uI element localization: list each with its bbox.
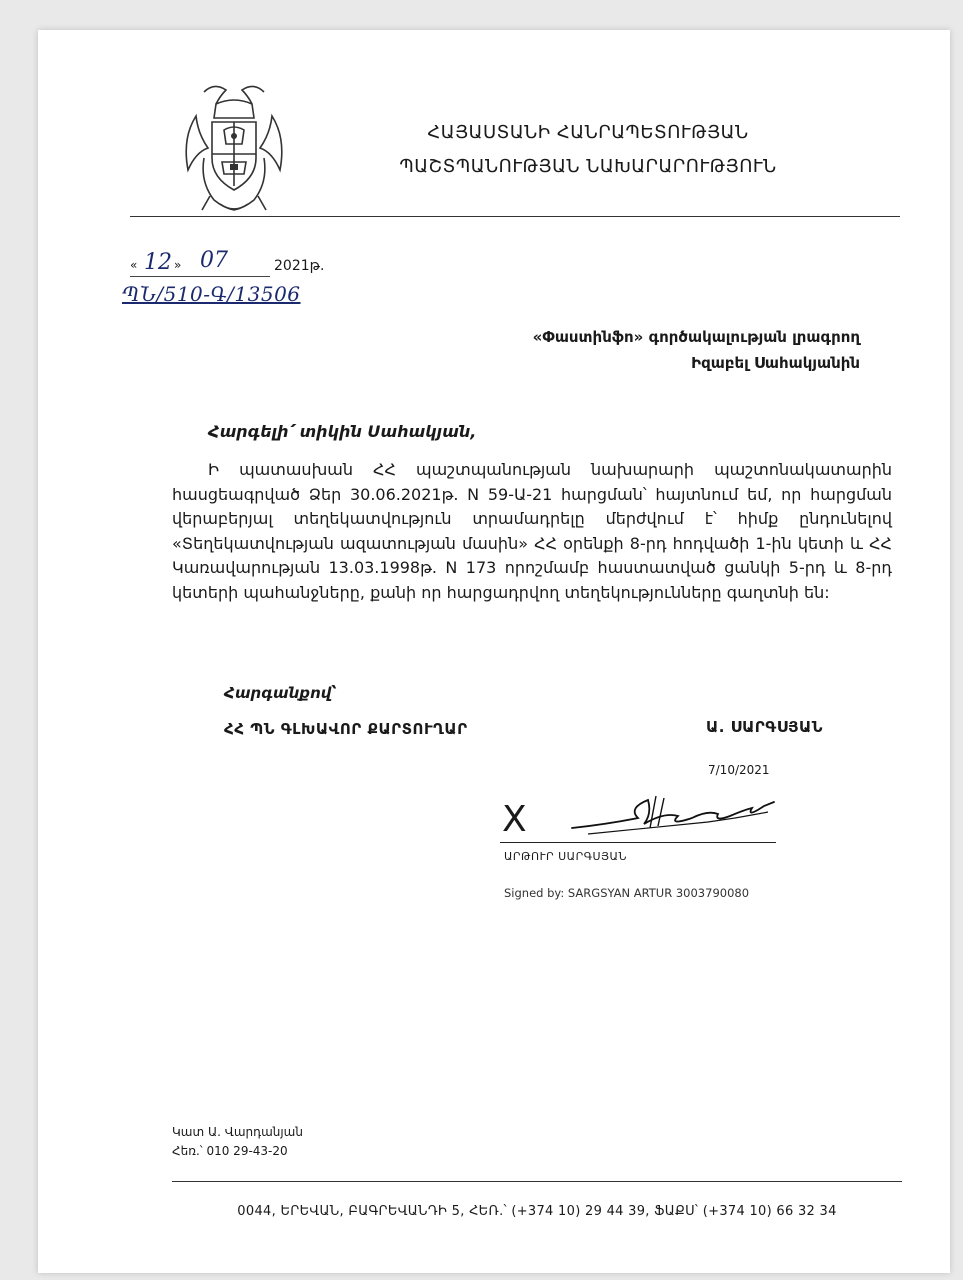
executor-name: Կատ Ա. Վարդանյան — [172, 1125, 303, 1139]
letter-body: Ի պատասխան ՀՀ պաշտպանության նախարարի պաշտոնակատարին հասցեագրված Ձեր 30.06.2021թ. N 59-Ա-21 հարցման՝ հայտնում եմ, որ հարցման վերաբերյալ տեղեկատվություն տրամադրելը մերժվում է՝ հիմք ընդունելով «Տեղեկատվության ազատության մասին» ՀՀ օրենքի 8-րդ հոդվածի 1-ին կետի և ՀՀ Կառավարության 13.03.1998թ. N 173 որոշմամբ հաստատված ցանկի 5-րդ և 8-րդ կետերի պահանջները, քանի որ հարցադրվող տեղեկությունները գաղտնի են: — [172, 460, 892, 602]
executor-phone: Հեռ.՝ 010 29-43-20 — [172, 1144, 288, 1158]
date-open-quote: « — [130, 258, 138, 272]
ministry-header — [358, 116, 818, 184]
signature-line — [500, 842, 776, 843]
addressee-line1: «Փաստինֆո» գործակալության լրագրող — [532, 328, 860, 346]
signature-date: 7/10/2021 — [708, 763, 770, 777]
addressee — [533, 324, 860, 376]
letter-page — [38, 30, 950, 1273]
footer-divider — [172, 1181, 902, 1182]
date-day: 12 — [144, 250, 172, 275]
org-name-line2: ՊԱՇՏՊԱՆՈՒԹՅԱՆ ՆԱԽԱՐԱՐՈՒԹՅՈՒՆ — [399, 156, 777, 177]
closing: Հարգանքով՝ — [224, 684, 337, 702]
executor-info — [172, 1123, 303, 1161]
coat-of-arms-icon — [174, 78, 294, 218]
footer-address: 0044, ԵՐԵՎԱՆ, ԲԱԳՐԵՎԱՆԴԻ 5, ՀԵՌ.՝ (+374 10) 29 44 39, ՖԱՔՍ՝ (+374 10) 66 32 34 — [237, 1204, 837, 1219]
handwritten-signature — [568, 788, 778, 838]
header-divider — [130, 216, 900, 217]
salutation: Հարգելի՛ տիկին Սահակյան, — [208, 422, 477, 441]
signer-name: Ա. ՍԱՐԳՍՅԱՆ — [706, 718, 823, 736]
date-underline — [130, 276, 270, 277]
date-year: 2021թ. — [274, 258, 325, 274]
signature-mark: X — [502, 799, 527, 840]
addressee-line2: Իզաբել Սահակյանին — [691, 354, 860, 372]
date-month: 07 — [200, 248, 228, 273]
date-close-quote: » — [174, 258, 182, 272]
reference-number: ՊՆ/510-Գ/13506 — [122, 282, 301, 306]
signature-caption: ԱՐԹՈՒՐ ՍԱՐԳՍՅԱՆ — [504, 850, 628, 863]
signer-title: ՀՀ ՊՆ ԳԼԽԱՎՈՐ ՔԱՐՏՈՒՂԱՐ — [224, 720, 468, 738]
org-name-line1: ՀԱՅԱՍՏԱՆԻ ՀԱՆՐԱՊԵՏՈՒԹՅԱՆ — [427, 122, 749, 143]
digital-signature-info: Signed by: SARGSYAN ARTUR 3003790080 — [504, 886, 750, 900]
